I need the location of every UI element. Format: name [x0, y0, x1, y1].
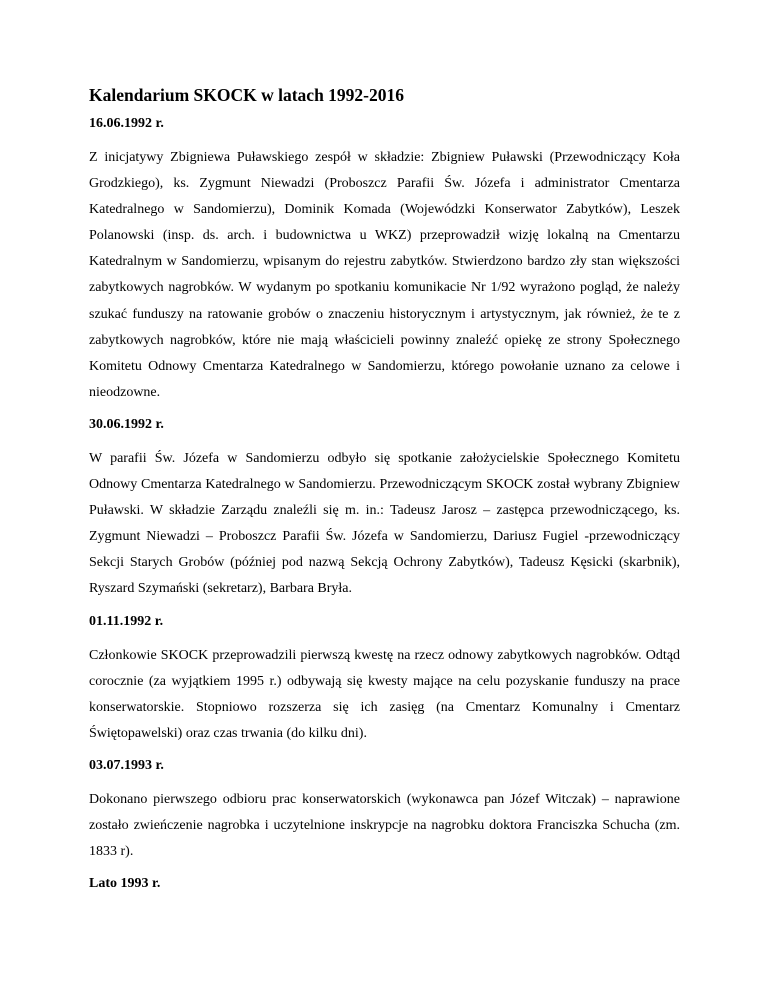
- entry-text: Dokonano pierwszego odbioru prac konserwatorskich (wykonawca pan Józef Witczak) – naprawione zostało zwieńczenie nagrobka i uczytelnione inskrypcje na nagrobku doktora Franciszka Schucha (zm. 1833 r).: [89, 791, 680, 860]
- calendar-entry: [89, 115, 680, 406]
- calendar-entry: [89, 416, 680, 603]
- entry-date: 01.11.1992 r.: [89, 613, 164, 629]
- document-title: Kalendarium SKOCK w latach 1992-2016: [89, 85, 405, 105]
- calendar-entry: [89, 875, 680, 893]
- entry-text: W parafii Św. Józefa w Sandomierzu odbyło się spotkanie założycielskie Społecznego Komitetu Odnowy Cmentarza Katedralnego w Sandomierzu. Przewodniczącym SKOCK został wybrany Zbigniew Puławski. W składzie Zarządu znaleźli się m. in.: Tadeusz Jarosz – zastępca przewodniczącego, ks. Zygmunt Niewadzi – Proboszcz Parafii Św. Józefa w Sandomierzu, Dariusz Fugiel -przewodniczący Sekcji Starych Grobów (później pod nazwą Sekcją Ochrony Zabytków), Tadeusz Kęsicki (skarbnik), Ryszard Szymański (sekretarz), Barbara Bryła.: [89, 450, 680, 597]
- entry-text: Z inicjatywy Zbigniewa Puławskiego zespół w składzie: Zbigniew Puławski (Przewodniczący Koła Grodzkiego), ks. Zygmunt Niewadzi (Proboszcz Parafii Św. Józefa i administrator Cmentarza Katedralnego w Sandomierzu), Dominik Komada (Wojewódzki Konserwator Zabytków), Leszek Polanowski (insp. ds. arch. i budownictwa u WKZ) przeprowadził wizję lokalną na Cmentarzu Katedralnym w Sandomierzu, wpisanym do rejestru zabytków. Stwierdzono bardzo zły stan większości zabytkowych nagrobków. W wydanym po spotkaniu komunikacie Nr 1/92 wyrażono pogląd, że należy szukać funduszy na ratowanie grobów o znaczeniu historycznym i artystycznym, jak również, że te z zabytkowych nagrobków, które nie mają właścicieli powinny znaleźć opiekę ze strony Społecznego Komitetu Odnowy Cmentarza Katedralnego w Sandomierzu, którego powołanie uznano za celowe i nieodzowne.: [89, 150, 680, 400]
- entry-date: 30.06.1992 r.: [89, 416, 164, 432]
- calendar-entry: [89, 613, 680, 747]
- entry-text: Członkowie SKOCK przeprowadzili pierwszą kwestę na rzecz odnowy zabytkowych nagrobków. Odtąd corocznie (za wyjątkiem 1995 r.) odbywają się kwesty mające na celu pozyskanie funduszy na prace konserwatorskie. Stopniowo rozszerza się ich zasięg (na Cmentarz Komunalny i Cmentarz Świętopawelski) oraz czas trwania (do kilku dni).: [89, 647, 680, 741]
- entry-date: Lato 1993 r.: [89, 876, 161, 892]
- entry-date: 16.06.1992 r.: [89, 116, 164, 131]
- entry-date: 03.07.1993 r.: [89, 757, 164, 773]
- calendar-entry: [89, 757, 680, 865]
- document-page: [89, 84, 680, 905]
